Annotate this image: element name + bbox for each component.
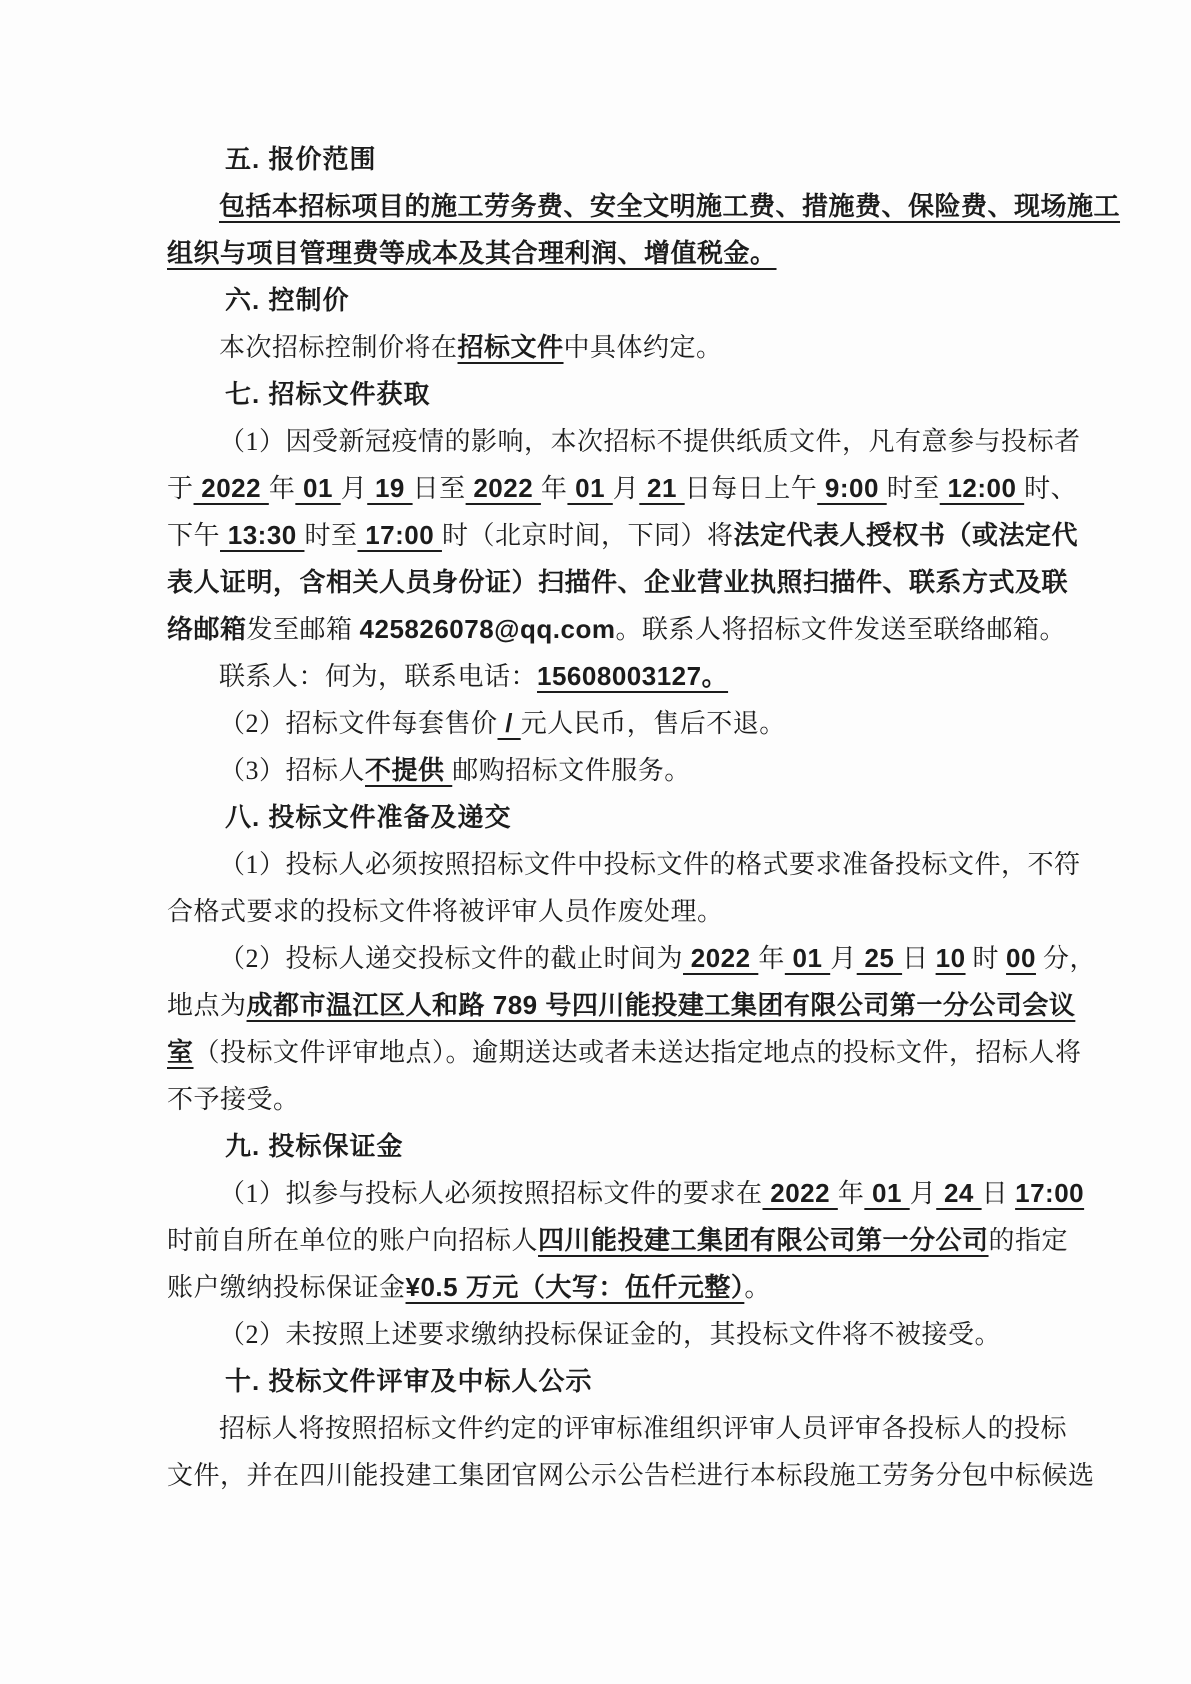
control-price-line-run-1: 招标文件 xyxy=(457,332,564,362)
s7-item1-line2-run-3: 01 xyxy=(295,473,341,503)
s7-item1-line2-run-15: 12:00 xyxy=(939,473,1025,503)
s8-item2-line1-run-2: 年 xyxy=(758,944,785,973)
control-price-line-run-0: 本次招标控制价将在 xyxy=(219,333,458,362)
s7-item1-line3-run-0: 下午 xyxy=(167,521,221,550)
s7-item2-line-run-0: （2）招标文件每套售价 xyxy=(219,709,498,738)
s9-item1-line1 xyxy=(167,1170,1085,1217)
section-6-heading xyxy=(167,277,1027,324)
s7-item1-line2-run-7: 2022 xyxy=(465,473,541,503)
s7-item3-line-run-2: 邮购招标文件服务。 xyxy=(452,756,691,785)
section-7-heading-run-0: 七. 招标文件获取 xyxy=(225,379,431,409)
s7-item1-line2-run-5: 19 xyxy=(367,473,413,503)
s9-item2-line xyxy=(167,1311,1027,1358)
control-price-line xyxy=(167,324,1027,371)
s8-item1-line1-run-0: （1）投标人必须按照招标文件中投标文件的格式要求准备投标文件，不符 xyxy=(219,850,1081,879)
s7-item1-line2-run-6: 日至 xyxy=(412,474,466,503)
s7-item1-line2-run-13: 9:00 xyxy=(817,473,887,503)
s7-item1-line2-run-9: 01 xyxy=(567,473,613,503)
contact-line-run-1: 15608003127。 xyxy=(537,661,729,691)
s7-item1-line3 xyxy=(167,512,1078,559)
contact-line xyxy=(167,653,1027,700)
s7-item1-line1-run-0: （1）因受新冠疫情的影响，本次招标不提供纸质文件，凡有意参与投标者 xyxy=(219,427,1081,456)
s7-item1-line3-run-4: 时（北京时间，下同）将 xyxy=(441,521,734,550)
s8-item2-line1-run-6: 日 xyxy=(902,944,936,973)
s7-item3-line-run-1: 不提供 xyxy=(365,755,453,785)
s9-item2-line-run-0: （2）未按照上述要求缴纳投标保证金的，其投标文件将不被接受。 xyxy=(219,1320,1002,1349)
quote-scope-line-1-run-0: 包括本招标项目的施工劳务费、安全文明施工费、措施费、保险费、现场施工 xyxy=(219,191,1121,221)
s7-item1-line3-run-1: 13:30 xyxy=(220,520,305,550)
section-8-heading-run-0: 八. 投标文件准备及递交 xyxy=(225,802,512,832)
s8-item1-line2-run-0: 合格式要求的投标文件将被评审人员作废处理。 xyxy=(167,897,724,926)
s8-item2-line1-run-5: 25 xyxy=(856,943,903,973)
s8-item2-line2 xyxy=(167,982,1076,1029)
s7-item1-line2 xyxy=(167,465,1078,512)
s9-item1-line2-run-2: 的指定 xyxy=(988,1226,1069,1255)
section-8-heading xyxy=(167,794,1027,841)
s9-item1-line1-run-5: 24 xyxy=(936,1178,982,1208)
s7-item1-line2-run-16: 时、 xyxy=(1024,474,1078,503)
quote-scope-line-1 xyxy=(167,183,1121,230)
s10-para-line2 xyxy=(167,1452,1095,1499)
s7-item1-line5 xyxy=(167,606,1066,653)
document-body xyxy=(167,136,1121,1499)
s7-item1-line2-run-1: 2022 xyxy=(193,473,269,503)
contact-line-run-0: 联系人：何为，联系电话： xyxy=(219,662,538,691)
s9-item1-line2 xyxy=(167,1217,1069,1264)
s9-item1-line1-run-2: 年 xyxy=(837,1179,865,1208)
s7-item1-line5-run-2: 425826078@qq.com xyxy=(359,614,616,644)
quote-scope-line-2 xyxy=(167,230,1027,277)
s9-item1-line3-run-0: 账户缴纳投标保证金 xyxy=(167,1273,406,1302)
section-5-heading xyxy=(167,136,1027,183)
s7-item1-line2-run-12: 日每日上午 xyxy=(684,474,818,503)
s8-item2-line1-run-0: （2）投标人递交投标文件的截止时间为 xyxy=(219,944,684,973)
s9-item1-line3-run-2: 。 xyxy=(744,1273,771,1302)
section-10-heading xyxy=(167,1358,1027,1405)
section-5-heading-run-0: 五. 报价范围 xyxy=(225,144,377,174)
section-9-heading xyxy=(167,1123,1027,1170)
s9-item1-line1-run-7: 17:00 xyxy=(1015,1178,1085,1208)
s7-item1-line2-run-0: 于 xyxy=(167,474,194,503)
s7-item1-line3-run-3: 17:00 xyxy=(357,520,442,550)
s8-item2-line1 xyxy=(167,935,1096,982)
s8-item2-line1-run-7: 10 xyxy=(935,943,966,973)
s7-item1-line2-run-10: 月 xyxy=(612,474,640,503)
s9-item1-line1-run-4: 月 xyxy=(909,1179,937,1208)
control-price-line-run-2: 中具体约定。 xyxy=(563,333,723,362)
s8-item2-line3-run-0: 室 xyxy=(167,1037,194,1067)
s8-item2-line1-run-8: 时 xyxy=(965,944,1007,973)
s7-item1-line3-run-5: 法定代表人授权书（或法定代 xyxy=(733,520,1078,550)
s7-item1-line2-run-8: 年 xyxy=(540,474,568,503)
s10-para-line2-run-0: 文件，并在四川能投建工集团官网公示公告栏进行本标段施工劳务分包中标候选 xyxy=(167,1461,1095,1490)
section-10-heading-run-0: 十. 投标文件评审及中标人公示 xyxy=(225,1366,593,1396)
s8-item2-line4 xyxy=(167,1076,1027,1123)
s7-item3-line xyxy=(167,747,1027,794)
s7-item3-line-run-0: （3）招标人 xyxy=(219,756,366,785)
s7-item1-line4-run-0: 表人证明，含相关人员身份证）扫描件、企业营业执照扫描件、联系方式及联 xyxy=(167,567,1069,597)
s7-item1-line2-run-4: 月 xyxy=(340,474,368,503)
s7-item1-line5-run-0: 络邮箱 xyxy=(167,614,247,644)
s9-item1-line2-run-1: 四川能投建工集团有限公司第一分公司 xyxy=(538,1225,989,1255)
s8-item2-line1-run-9: 00 xyxy=(1006,943,1036,973)
s8-item2-line4-run-0: 不予接受。 xyxy=(167,1085,300,1114)
s9-item1-line1-run-6: 日 xyxy=(981,1179,1016,1208)
s7-item1-line5-run-1: 发至邮箱 xyxy=(246,615,360,644)
s7-item1-line2-run-14: 时至 xyxy=(886,474,940,503)
s10-para-line1 xyxy=(167,1405,1068,1452)
s7-item1-line5-run-3: 。联系人将招标文件发送至联络邮箱。 xyxy=(615,615,1066,644)
s7-item1-line1 xyxy=(167,418,1081,465)
s9-item1-line1-run-3: 01 xyxy=(864,1178,910,1208)
s9-item1-line1-run-0: （1）拟参与投标人必须按照招标文件的要求在 xyxy=(219,1179,763,1208)
s8-item1-line1 xyxy=(167,841,1081,888)
s7-item1-line4 xyxy=(167,559,1069,606)
s8-item2-line2-run-1: 成都市温江区人和路 789 号四川能投建工集团有限公司第一分公司会议 xyxy=(246,990,1076,1020)
s8-item2-line2-run-0: 地点为 xyxy=(167,991,247,1020)
s7-item2-line-run-1: / xyxy=(497,708,521,738)
section-9-heading-run-0: 九. 投标保证金 xyxy=(225,1131,404,1161)
s8-item1-line2 xyxy=(167,888,1027,935)
s9-item1-line3-run-1: ¥0.5 万元（大写：伍仟元整） xyxy=(405,1272,745,1302)
quote-scope-line-2-run-0: 组织与项目管理费等成本及其合理利润、增值税金。 xyxy=(167,238,777,268)
s7-item2-line xyxy=(167,700,1027,747)
s8-item2-line1-run-3: 01 xyxy=(784,943,831,973)
s9-item1-line1-run-1: 2022 xyxy=(762,1178,838,1208)
s7-item2-line-run-2: 元人民币，售后不退。 xyxy=(520,709,786,738)
s9-item1-line2-run-0: 时前自所在单位的账户向招标人 xyxy=(167,1226,539,1255)
section-6-heading-run-0: 六. 控制价 xyxy=(225,285,350,315)
s8-item2-line1-run-10: 分， xyxy=(1035,944,1096,973)
s9-item1-line3 xyxy=(167,1264,1027,1311)
s8-item2-line3 xyxy=(167,1029,1082,1076)
s7-item1-line2-run-11: 21 xyxy=(639,473,685,503)
s8-item2-line3-run-1: （投标文件评审地点）。逾期送达或者未送达指定地点的投标文件，招标人将 xyxy=(193,1038,1082,1067)
section-7-heading xyxy=(167,371,1027,418)
s8-item2-line1-run-4: 月 xyxy=(830,944,857,973)
s7-item1-line3-run-2: 时至 xyxy=(304,521,358,550)
s7-item1-line2-run-2: 年 xyxy=(268,474,296,503)
s10-para-line1-run-0: 招标人将按照招标文件约定的评审标准组织评审人员评审各投标人的投标 xyxy=(219,1414,1068,1443)
s8-item2-line1-run-1: 2022 xyxy=(683,943,759,973)
